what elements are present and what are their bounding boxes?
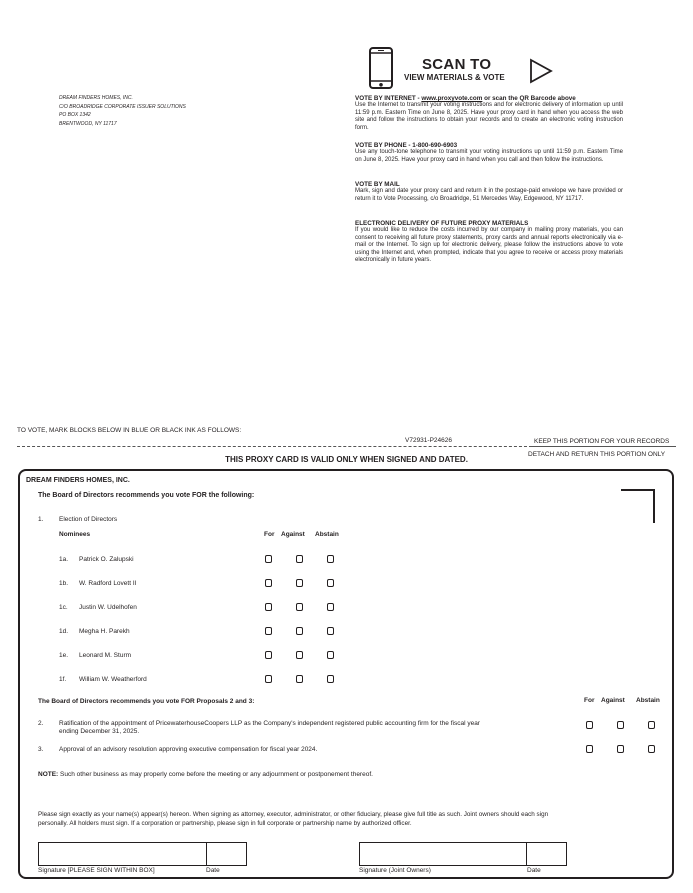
scan-subtitle: VIEW MATERIALS & VOTE — [404, 73, 505, 82]
vote-by-mail-section — [355, 181, 623, 203]
note-text: Such other business as may properly come before the meeting or any adjournment or postponement thereof. — [58, 771, 373, 778]
nominee-name: William W. Weatherford — [79, 676, 147, 683]
proxyvote-link[interactable]: www.proxyvote.com — [421, 95, 483, 102]
nominee-for-checkbox[interactable] — [265, 675, 272, 683]
nominee-name: Leonard M. Sturm — [79, 652, 132, 659]
board-recommendation-1: The Board of Directors recommends you vote FOR the following: — [38, 492, 255, 499]
nominee-against-checkbox[interactable] — [296, 651, 303, 659]
nominee-abstain-checkbox[interactable] — [327, 579, 334, 587]
nominee-for-checkbox[interactable] — [265, 579, 272, 587]
nominee-abstain-checkbox[interactable] — [327, 603, 334, 611]
nominee-for-checkbox[interactable] — [265, 627, 272, 635]
scan-to-view-banner — [404, 57, 505, 83]
proposal-for-checkbox[interactable] — [586, 721, 593, 729]
col-against: Against — [601, 697, 625, 704]
col-against: Against — [281, 531, 305, 538]
item-number: 1. — [38, 516, 44, 523]
smartphone-icon — [369, 47, 393, 89]
vote-by-phone-section — [355, 142, 623, 164]
nominee-abstain-checkbox[interactable] — [327, 627, 334, 635]
nominee-against-checkbox[interactable] — [296, 555, 303, 563]
nominee-id: 1a. — [59, 556, 69, 563]
proposal-against-checkbox[interactable] — [617, 721, 624, 729]
vote-internet-heading: VOTE BY INTERNET - www.proxyvote.com or scan the QR Barcode above — [355, 95, 576, 102]
proposal-text: Approval of an advisory resolution approving executive compensation for fiscal year 2024. — [59, 746, 318, 753]
address-line: BRENTWOOD, NY 11717 — [59, 120, 117, 127]
nominee-against-checkbox[interactable] — [296, 579, 303, 587]
signature-label: Signature [PLEASE SIGN WITHIN BOX] — [38, 867, 155, 874]
vote-mail-heading: VOTE BY MAIL — [355, 181, 400, 188]
vote-internet-body: Use the Internet to transmit your voting instructions and for electronic delivery of information up until 11:59 p.m. Eastern Time on June 8, 2025. Have your proxy card in hand when you access the web site and follow the instructions to obtain your records and to create an electronic voting instruction form. — [355, 102, 623, 131]
play-triangle-icon — [529, 58, 553, 84]
detach-portion-label: DETACH AND RETURN THIS PORTION ONLY — [528, 451, 666, 458]
joint-signature-label: Signature (Joint Owners) — [359, 867, 431, 874]
proposal-for-checkbox[interactable] — [586, 745, 593, 753]
nominee-abstain-checkbox[interactable] — [327, 651, 334, 659]
address-line: DREAM FINDERS HOMES, INC. — [59, 95, 133, 101]
vote-phone-heading: VOTE BY PHONE - 1-800-690-6903 — [355, 142, 458, 149]
nominee-abstain-checkbox[interactable] — [327, 675, 334, 683]
corner-mark — [621, 489, 655, 523]
proposal-id: 2. — [38, 720, 44, 727]
board-recommendation-2: The Board of Directors recommends you vote FOR Proposals 2 and 3: — [38, 698, 255, 705]
proposal-abstain-checkbox[interactable] — [648, 745, 655, 753]
return-address — [59, 94, 186, 128]
proposal-against-checkbox[interactable] — [617, 745, 624, 753]
nominee-name: Patrick O. Zalupski — [79, 556, 134, 563]
joint-date-label: Date — [527, 867, 541, 874]
nominee-for-checkbox[interactable] — [265, 555, 272, 563]
detach-line — [17, 446, 532, 447]
note — [38, 771, 373, 778]
vote-mail-body: Mark, sign and date your proxy card and return it in the postage-paid envelope we have provided or return it to Vote Processing, c/o Broadridge, 51 Mercedes Way, Edgewood, NY 11717. — [355, 188, 623, 202]
col-abstain: Abstain — [315, 531, 339, 538]
proposal-text-line2: ending December 31, 2025. — [59, 728, 140, 735]
nominee-against-checkbox[interactable] — [296, 603, 303, 611]
divider — [532, 446, 676, 447]
vote-phone-body: Use any touch-tone telephone to transmit your voting instructions up until 11:59 p.m. Eastern Time on June 8, 2025. Have your proxy card in hand when you call and then follow the instructions. — [355, 149, 623, 163]
date-label: Date — [206, 867, 220, 874]
proposal-id: 3. — [38, 746, 44, 753]
nominees-header: Nominees — [59, 531, 91, 538]
nominee-id: 1d. — [59, 628, 69, 635]
electronic-delivery-heading: ELECTRONIC DELIVERY OF FUTURE PROXY MATERIALS — [355, 220, 529, 227]
joint-signature-box[interactable] — [359, 842, 527, 866]
control-number: V72931-P24626 — [405, 437, 452, 444]
signature-box[interactable] — [38, 842, 207, 866]
proposal-abstain-checkbox[interactable] — [648, 721, 655, 729]
proposal-text: Ratification of the appointment of PricewaterhouseCoopers LLP as the Company's independent registered public accounting firm for the fiscal year — [59, 720, 480, 727]
vote-by-internet-section — [355, 95, 623, 132]
nominee-id: 1f. — [59, 676, 67, 683]
nominee-for-checkbox[interactable] — [265, 603, 272, 611]
electronic-delivery-section — [355, 220, 623, 264]
nominee-name: Justin W. Udelhofen — [79, 604, 137, 611]
nominee-for-checkbox[interactable] — [265, 651, 272, 659]
signing-instructions: Please sign exactly as your name(s) appear(s) hereon. When signing as attorney, executor, administrator, or other fiduciary, please give full title as such. Joint owners should each sign personally. All holders must sign. If a corporation or partnership, please sign in full corporate or partnership name by authorized officer. — [38, 811, 549, 827]
scan-title: SCAN TO — [422, 56, 492, 73]
nominee-id: 1c. — [59, 604, 68, 611]
keep-portion-label: KEEP THIS PORTION FOR YOUR RECORDS — [534, 438, 670, 445]
nominee-against-checkbox[interactable] — [296, 627, 303, 635]
nominee-name: Megha H. Parekh — [79, 628, 130, 635]
item-label: Election of Directors — [59, 516, 118, 523]
col-for: For — [584, 697, 595, 704]
address-line: PO BOX 1342 — [59, 112, 91, 118]
col-abstain: Abstain — [636, 697, 660, 704]
note-label: NOTE: — [38, 771, 59, 778]
nominee-against-checkbox[interactable] — [296, 675, 303, 683]
valid-notice: THIS PROXY CARD IS VALID ONLY WHEN SIGNED AND DATED. — [225, 455, 468, 464]
address-line: C/O BROADRIDGE CORPORATE ISSUER SOLUTIONS — [59, 103, 186, 110]
joint-date-box[interactable] — [526, 842, 567, 866]
nominee-id: 1e. — [59, 652, 69, 659]
col-for: For — [264, 531, 275, 538]
nominee-abstain-checkbox[interactable] — [327, 555, 334, 563]
marking-instructions: TO VOTE, MARK BLOCKS BELOW IN BLUE OR BLACK INK AS FOLLOWS: — [17, 427, 242, 434]
nominee-id: 1b. — [59, 580, 69, 587]
company-name: DREAM FINDERS HOMES, INC. — [26, 477, 130, 484]
date-box[interactable] — [206, 842, 247, 866]
nominee-name: W. Radford Lovett II — [79, 580, 137, 587]
electronic-delivery-body: If you would like to reduce the costs incurred by our company in mailing proxy materials, you can consent to receiving all future proxy statements, proxy cards and annual reports electronically via e-mail or the Internet. To sign up for electronic delivery, please follow the instructions above to vote using the Internet and, when prompted, indicate that you agree to receive or access proxy materials electronically in future years. — [355, 227, 623, 264]
